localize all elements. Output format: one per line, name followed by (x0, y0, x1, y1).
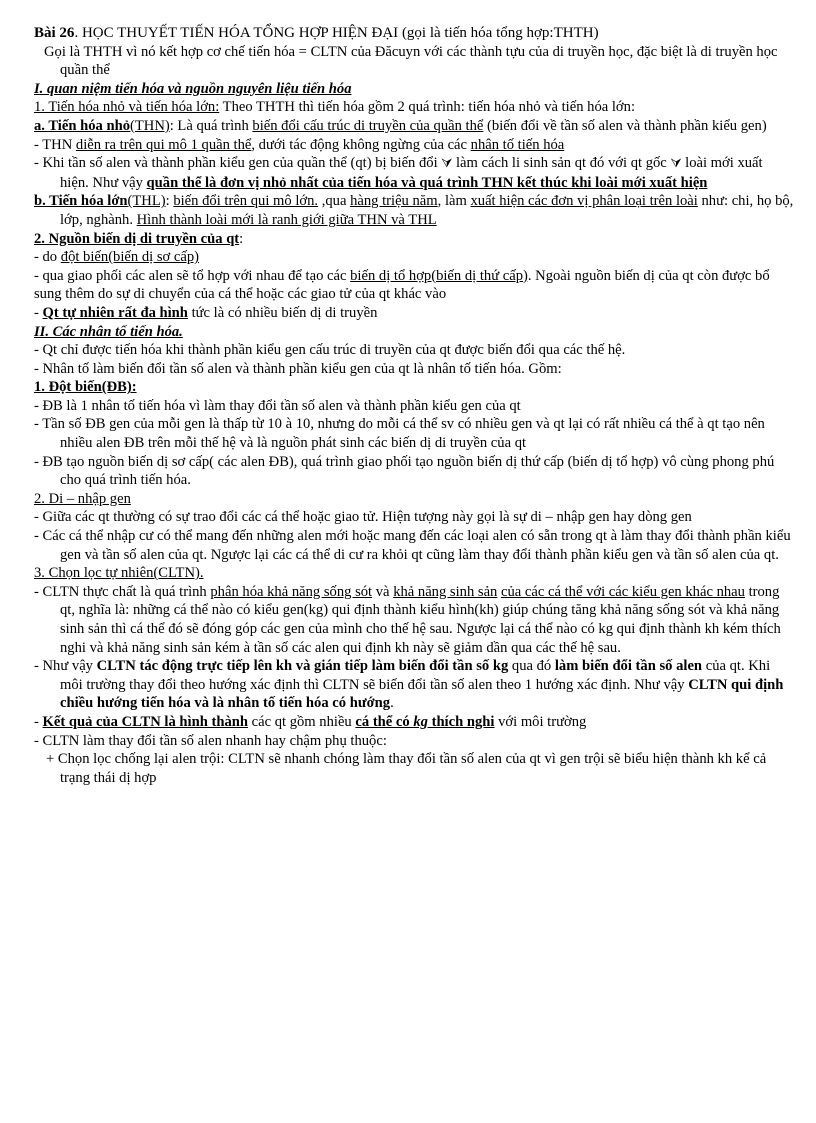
source-line-3-rest: tức là có nhiều biến dị di truyền (187, 304, 378, 321)
selection-line-3-dash: - (34, 713, 43, 730)
mutation-heading: 1. Đột biến(ĐB): (34, 379, 137, 396)
arrow-icon: ⮛ (670, 156, 682, 172)
selection-line-3 (34, 713, 794, 732)
selection-line-3-key-2c: thích nghi (427, 713, 495, 730)
point-b-key-4: Hình thành loài mới là ranh giới giữa THN và THL (136, 211, 437, 228)
source-line-2 (34, 267, 794, 304)
thn-line-1-key-2: nhân tố tiến hóa (470, 136, 565, 153)
point-a (34, 117, 794, 136)
selection-line-3-mid: các qt gồm nhiều (247, 713, 356, 730)
factors-line-1: - Qt chỉ được tiến hóa khi thành phần kiểu gen cấu trúc di truyền của qt được biến đổi qua các thế hệ. (34, 342, 626, 359)
selection-line-3-key-2b: kg (413, 713, 428, 730)
subsection-1-2-title: 2. Nguồn biến dị di truyền của qt (34, 230, 240, 247)
subsection-1-2 (34, 230, 794, 249)
selection-line-4: - CLTN làm thay đổi tần số alen nhanh hay chậm phụ thuộc: (34, 732, 387, 749)
point-b-key-1: biến đổi trên qui mô lớn. (173, 193, 319, 210)
selection-line-3-key-1: Kết quả của CLTN là hình thành (42, 713, 248, 730)
point-a-label: a. Tiến hóa nhỏ (34, 117, 130, 134)
subsection-1-2-colon: : (239, 230, 244, 247)
gene-flow-heading: 2. Di – nhập gen (34, 490, 131, 507)
source-line-3 (34, 304, 794, 323)
mutation-line-3: - ĐB tạo nguồn biến dị sơ cấp( các alen ĐB), quá trình giao phối tạo nguồn biến dị thứ cấp (biến dị tổ hợp) vô cùng phong phú cho quá trình tiến hóa. (34, 453, 775, 489)
thn-line-1-mid: , dưới tác động không ngừng của các (251, 136, 471, 153)
selection-line-1 (34, 583, 794, 657)
point-a-key: biến đổi cấu trúc di truyền của quần thể (252, 117, 484, 134)
source-line-2-text: - qua giao phối các alen sẽ tổ hợp với nhau để tạo các (34, 267, 351, 284)
selection-line-3-end: với môi trường (494, 713, 587, 730)
selection-line-1-key-3: của các cá thể với các kiểu gen khác nhau (501, 583, 745, 600)
source-line-1-key: đột biến(biến dị sơ cấp) (60, 249, 199, 266)
thn-line-2 (34, 154, 794, 192)
selection-heading: 3. Chọn lọc tự nhiên(CLTN). (34, 565, 204, 582)
selection-line-2-key-3: CLTN qui định chiều hướng tiến hóa và là nhân tố tiến hóa có hướng (60, 676, 784, 712)
subsection-1-1 (34, 98, 794, 117)
thn-line-2-conclusion: quần thể là đơn vị nhỏ nhất của tiến hóa và quá trình THN kết thúc khi loài mới xuất hiện (146, 174, 708, 191)
point-b (34, 192, 794, 229)
document-page (34, 24, 794, 787)
selection-line-1-and: và (372, 583, 394, 600)
thn-line-1-key: diễn ra trên qui mô 1 quần thể (75, 136, 252, 153)
lesson-title (34, 24, 794, 43)
subsection-1-1-text: Theo THTH thì tiến hóa gồm 2 quá trình: tiến hóa nhỏ và tiến hóa lớn: (219, 99, 635, 116)
thn-line-2-mid-2: loài mới xuất hiện. Như vậy (60, 155, 763, 191)
selection-line-1-key-1: phân hóa khả năng sống sót (210, 583, 373, 600)
selection-line-3-key-2a: cá thể có (355, 713, 414, 730)
source-line-3-dash: - (34, 304, 43, 321)
section-1-heading: I. quan niệm tiến hóa và nguồn nguyên liệu tiến hóa (34, 80, 352, 97)
selection-line-2 (34, 657, 794, 713)
selection-line-2-text: - Như vậy (34, 658, 97, 675)
point-a-text: : Là quá trình (169, 117, 253, 134)
selection-line-2-mid: qua đó (508, 658, 555, 675)
lesson-note: (gọi là tiến hóa tổng hợp:THTH) (398, 25, 599, 41)
source-line-1 (34, 248, 794, 267)
thn-line-2-mid: làm cách li sinh sản qt đó với qt gốc (452, 155, 671, 172)
factors-line-2: - Nhân tố làm biến đổi tần số alen và thành phần kiểu gen của qt là nhân tố tiến hóa. Gồm: (34, 360, 562, 377)
point-b-text-4: như: chi, họ bộ, lớp, nghành. (60, 193, 794, 228)
thn-line-1 (34, 136, 794, 155)
point-b-text: : (165, 193, 174, 210)
point-b-key-2: hàng triệu năm (350, 193, 438, 210)
source-line-3-key: Qt tự nhiên rất đa hình (42, 304, 188, 321)
thn-line-1-text: - THN (34, 136, 76, 153)
mutation-line-2: - Tần số ĐB gen của mỗi gen là thấp từ 10 à 10, nhưng do mỗi cá thể sv có nhiều gen và qt lại có rất nhiều cá thể à qt tạo nên nhiều alen ĐB trên mỗi thế hệ và là nguồn phát sinh các biến dị di truyền của qt (34, 416, 765, 452)
gene-flow-line-2: - Các cá thể nhập cư có thể mang đến những alen mới hoặc mang đến các loại alen có sẵn trong qt à làm thay đổi thành phần kiểu gen và tần số alen của qt. Ngược lại các cá thể di cư ra khỏi qt cũng làm thay đổi thành phần kiểu gen và tần số alen của qt. (34, 528, 791, 563)
selection-line-2-mid-2: của qt. Khi môi trường thay đổi theo hướng xác định thì CLTN sẽ biến đổi tần số alen theo 1 hướng xác định. Như vậy (60, 658, 771, 693)
intro-paragraph: Gọi là THTH vì nó kết hợp cơ chế tiến hóa = CLTN của Đăcuyn với các thành tựu của di truyền học, đặc biệt là di truyền học quần thể (44, 43, 778, 79)
point-b-text-2: ,qua (318, 193, 351, 210)
selection-line-5: + Chọn lọc chống lại alen trội: CLTN sẽ nhanh chóng làm thay đổi tần số alen của qt vì gen trội sẽ biểu hiện thành kh kể cả trạng thái dị hợp (46, 751, 767, 786)
lesson-name: . HỌC THUYẾT TIẾN HÓA TỔNG HỢP HIỆN ĐẠI (74, 25, 399, 41)
mutation-line-1: - ĐB là 1 nhân tố tiến hóa vì làm thay đổi tần số alen và thành phần kiểu gen của qt (34, 397, 521, 414)
source-line-1-text: - do (34, 249, 61, 266)
lesson-number: Bài 26 (34, 25, 75, 41)
subsection-1-1-title: 1. Tiến hóa nhỏ và tiến hóa lớn: (34, 99, 220, 116)
point-b-key-3: xuất hiện các đơn vị phân loại trên loài (470, 193, 698, 210)
point-a-abbr: (THN) (130, 117, 170, 134)
arrow-icon: ⮛ (441, 156, 453, 172)
point-a-text-2: (biến đổi về tần số alen và thành phần kiểu gen) (483, 117, 767, 134)
point-b-abbr: (THL) (127, 193, 166, 210)
selection-line-2-key-1: CLTN tác động trực tiếp lên kh và gián tiếp làm biến đổi tần số kg (96, 658, 509, 675)
selection-line-1-rest: trong qt, nghĩa là: những cá thể nào có kiểu gen(kg) qui định thành kiểu hình(kh) giúp chúng tăng khả năng sống sót và khả năng sinh sản thì cá thể đó sẽ đóng góp các gen của mình cho thế hệ sau. Ngược lại cá thể nào có kg qui định thành kh kém thích nghi và khả năng sinh sản kém à tần số các alen qui định kh này sẽ giảm dần qua các thế hệ sau. (60, 583, 781, 656)
thn-line-2-text: - Khi tần số alen và thành phần kiểu gen của quần thể (qt) bị biến đổi (34, 155, 442, 172)
selection-line-1-key-2: khả năng sinh sản (393, 583, 498, 600)
source-line-2-key: biến dị tổ hợp(biến dị thứ cấp) (350, 267, 528, 284)
gene-flow-line-1: - Giữa các qt thường có sự trao đổi các cá thể hoặc giao tử. Hiện tượng này gọi là sự di – nhập gen hay dòng gen (34, 509, 692, 526)
selection-line-2-end: . (390, 695, 394, 712)
point-b-text-3: , làm (437, 193, 471, 210)
section-2-heading: II. Các nhân tố tiến hóa. (34, 323, 183, 340)
point-b-label: b. Tiến hóa lớn (34, 193, 128, 210)
selection-line-2-key-2: làm biến đổi tần số alen (554, 658, 703, 675)
selection-line-1-text: - CLTN thực chất là quá trình (34, 583, 211, 600)
source-line-2-rest: . Ngoài nguồn biến dị của qt còn được bổ sung thêm do sự di chuyển của cá thể hoặc các giao tử của qt khác vào (34, 267, 770, 303)
